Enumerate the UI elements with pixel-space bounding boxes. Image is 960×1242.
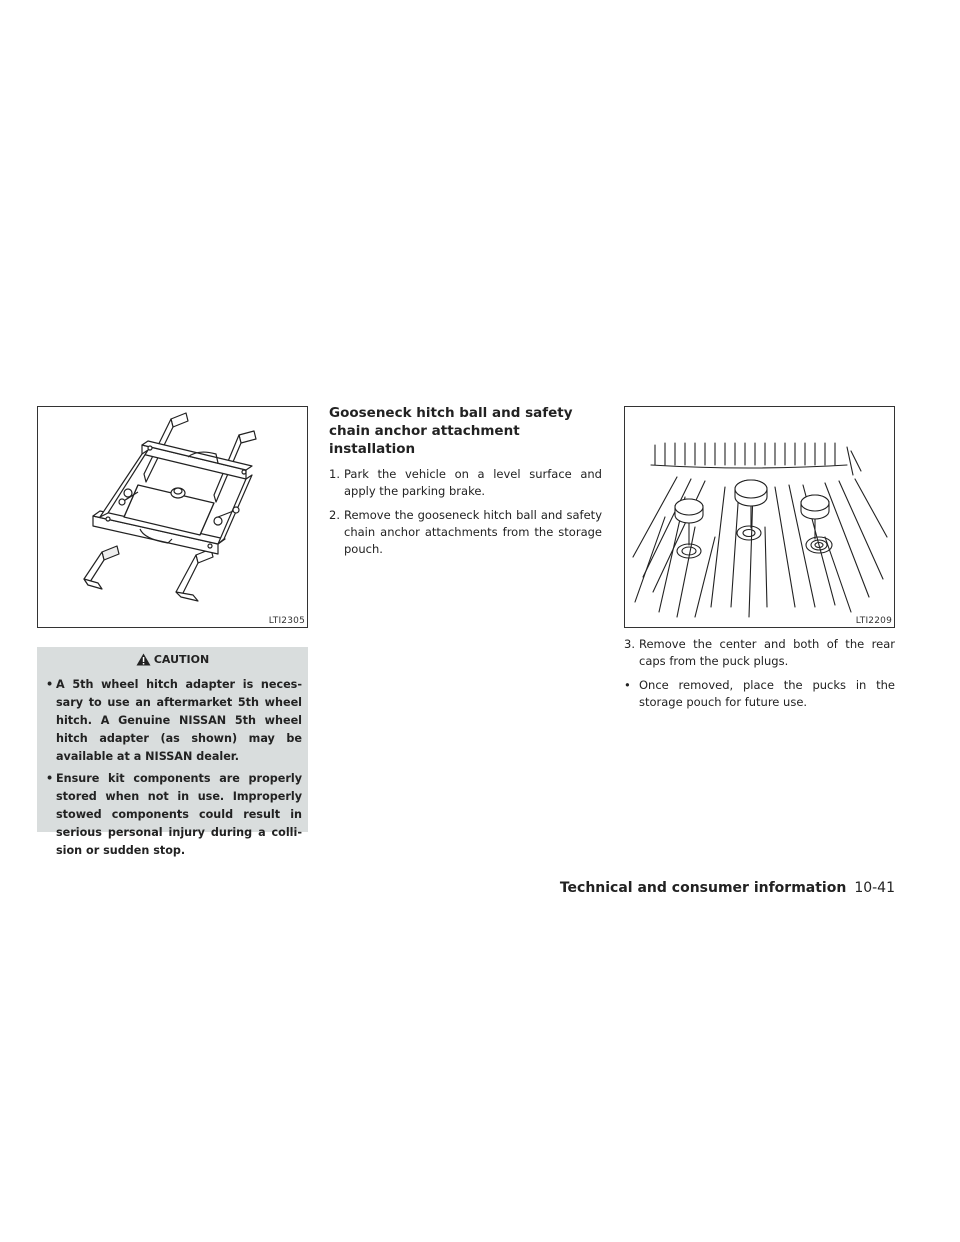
page-footer: [560, 877, 895, 896]
figure-code: LTI2209: [855, 616, 892, 626]
middle-column: [329, 404, 602, 565]
puck-plugs-figure: [624, 406, 895, 628]
footer-section-title: Technical and consumer information: [559, 880, 847, 896]
caution-item: • Ensure kit components are properly stored when not in use. Improperly stowed components could result in serious personal injury during a colli-sion or sudden stop.: [46, 772, 302, 857]
hitch-adapter-figure: [37, 406, 308, 628]
section-title: Gooseneck hitch ball and safety chain anchor attachment installation: [329, 405, 573, 457]
figure-code: LTI2305: [268, 616, 305, 626]
page-number: 10-41: [854, 880, 895, 896]
caution-item: • A 5th wheel hitch adapter is neces-sary to use an aftermarket 5th wheel hitch. A Genuine NISSAN 5th wheel hitch adapter (as shown) may be available at a NISSAN dealer.: [46, 678, 302, 763]
caution-box: [37, 647, 308, 857]
warning-triangle-icon: [136, 653, 151, 666]
right-column-text: [624, 636, 895, 718]
caution-heading: [37, 647, 308, 672]
bullet-icon: •: [46, 678, 54, 691]
hitch-adapter-illustration: [38, 407, 307, 627]
caution-label: CAUTION: [153, 653, 210, 666]
bullet-icon: •: [46, 772, 54, 785]
step-item: 1. Park the vehicle on a level surface and apply the parking brake.: [329, 467, 602, 498]
step-item: 3. Remove the center and both of the rear caps from the puck plugs.: [624, 637, 895, 668]
bullet-item: • Once removed, place the pucks in the storage pouch for future use.: [624, 678, 895, 709]
truck-bed-illustration: [625, 407, 894, 627]
step-item: 2. Remove the gooseneck hitch ball and safety chain anchor attachments from the storage pouch.: [329, 508, 602, 556]
